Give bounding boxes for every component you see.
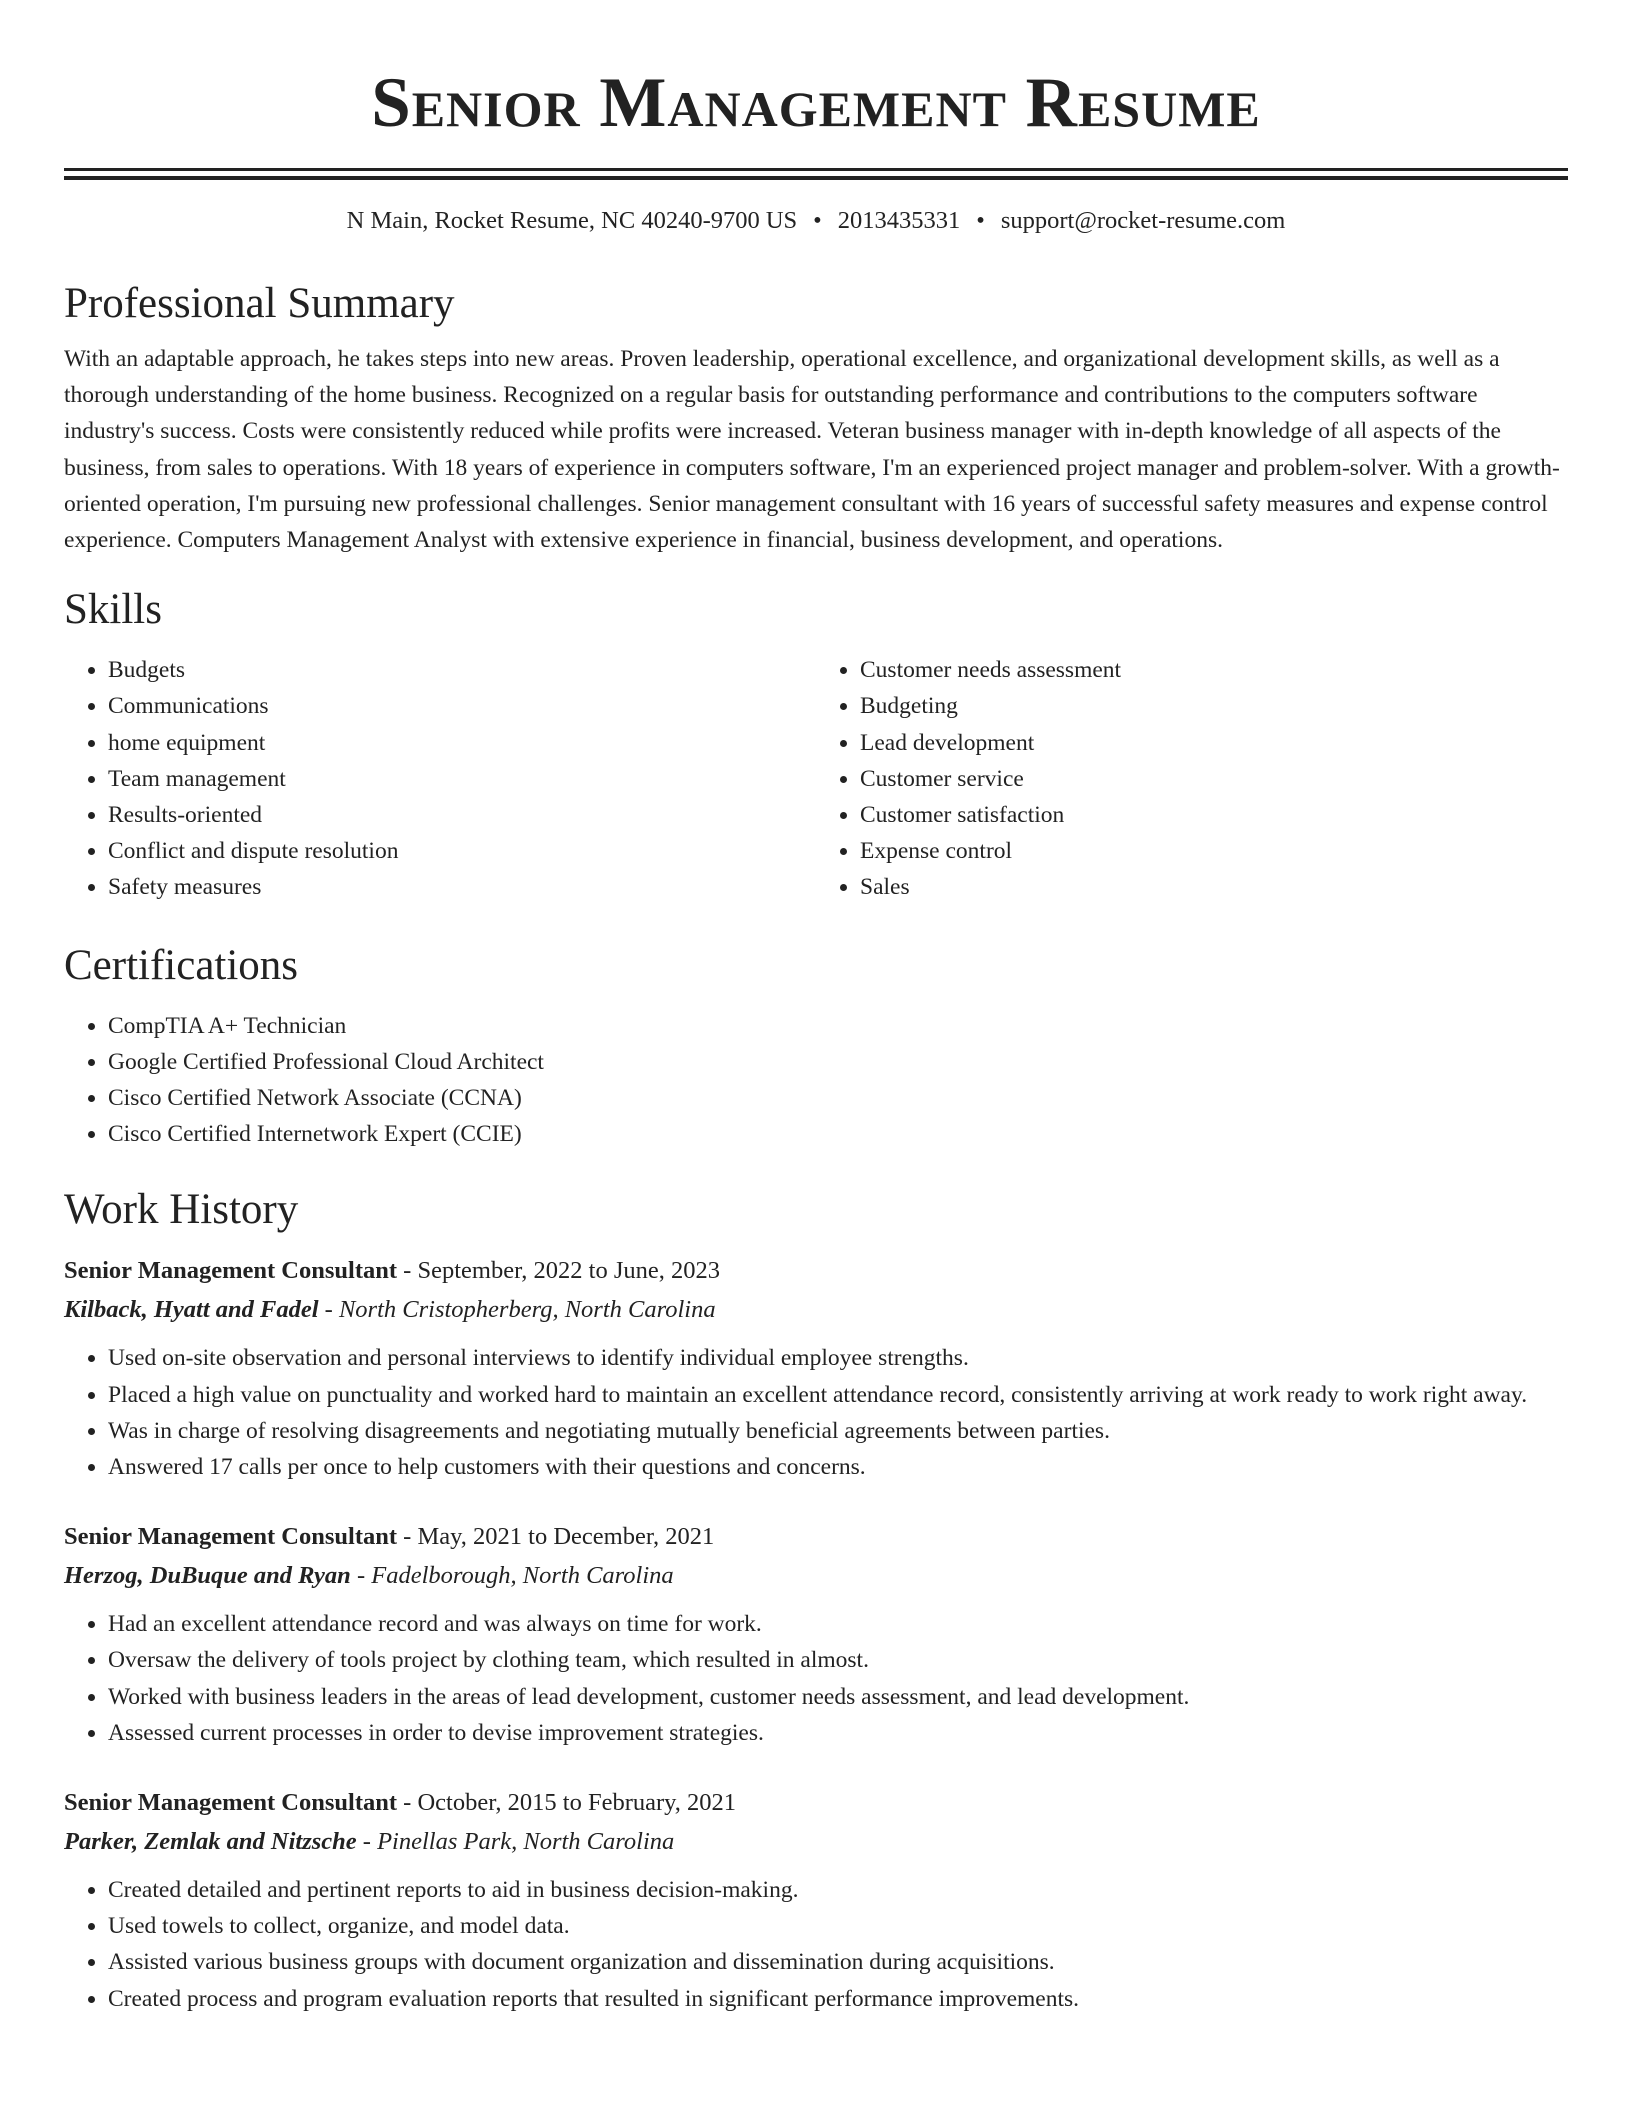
skill-item: • Communications	[108, 688, 816, 724]
skill-item: • Expense control	[860, 833, 1568, 869]
contact-separator: •	[813, 207, 822, 234]
contact-phone: 2013435331	[837, 207, 961, 234]
job-dash: -	[403, 1789, 412, 1817]
certifications-list	[64, 1008, 1568, 1153]
job-dash: -	[403, 1257, 412, 1285]
certification-item: • Google Certified Professional Cloud Architect	[108, 1044, 1568, 1080]
job-bullet: • Oversaw the delivery of tools project by clothing team, which resulted in almost.	[108, 1642, 1568, 1678]
job-location: Fadelborough, North Carolina	[371, 1562, 674, 1590]
job-bullet: • Created detailed and pertinent reports to aid in business decision-making.	[108, 1872, 1568, 1908]
skill-item: • Customer satisfaction	[860, 797, 1568, 833]
skill-item: • Team management	[108, 761, 816, 797]
job-dates: May, 2021 to December, 2021	[417, 1523, 715, 1551]
work-history-heading: Work History	[64, 1186, 299, 1234]
contact-separator: •	[976, 207, 985, 234]
contact-line	[64, 204, 1568, 238]
job-bullets	[64, 1872, 1568, 2017]
job-bullet: • Was in charge of resolving disagreements and negotiating mutually beneficial agreements between parties.	[108, 1413, 1568, 1449]
job-bullet: • Placed a high value on punctuality and worked hard to maintain an excellent attendance record, consistently arriving at work ready to work right away.	[108, 1377, 1568, 1413]
job-bullet: • Created process and program evaluation reports that resulted in significant performance improvements.	[108, 1981, 1568, 2017]
skill-item: • Budgeting	[860, 688, 1568, 724]
skill-item: • home equipment	[108, 725, 816, 761]
job-bullet: • Assessed current processes in order to devise improvement strategies.	[108, 1715, 1568, 1751]
summary-text: With an adaptable approach, he takes steps into new areas. Proven leadership, operational excellence, and organizational development skills, as well as a thorough understanding of the home business. Recognized on a regular basis for outstanding performance and contributions to the computers software industry's success. Costs were consistently reduced while profits were increased. Veteran business manager with in-depth knowledge of all aspects of the business, from sales to operations. With 18 years of experience in computers software, I'm an experienced project manager and problem-solver. With a growth-oriented operation, I'm pursuing new professional challenges. Senior management consultant with 16 years of successful safety measures and expense control experience. Computers Management Analyst with extensive experience in financial, business development, and operations.	[64, 346, 1560, 554]
skill-item: • Budgets	[108, 652, 816, 688]
contact-address: N Main, Rocket Resume, NC 40240-9700 US	[346, 207, 798, 234]
job-company: Herzog, DuBuque and Ryan	[64, 1562, 351, 1590]
job-company-line	[64, 1822, 1568, 1861]
job-entry	[64, 1517, 1568, 1751]
skill-item: • Lead development	[860, 725, 1568, 761]
job-bullets	[64, 1606, 1568, 1751]
job-title-line	[64, 1251, 1568, 1290]
job-location: Pinellas Park, North Carolina	[377, 1828, 675, 1856]
contact-email: support@rocket-resume.com	[1000, 207, 1286, 234]
skills-list-left	[64, 652, 816, 905]
skill-item: • Customer needs assessment	[860, 652, 1568, 688]
job-dates: October, 2015 to February, 2021	[417, 1789, 737, 1817]
certification-item: • Cisco Certified Internetwork Expert (CCIE)	[108, 1116, 1568, 1152]
summary-heading: Professional Summary	[64, 280, 455, 327]
skills-heading: Skills	[64, 586, 162, 634]
job-title: Senior Management Consultant	[64, 1789, 398, 1817]
job-bullet: • Answered 17 calls per once to help customers with their questions and concerns.	[108, 1449, 1568, 1485]
skill-item: • Sales	[860, 869, 1568, 905]
job-title-line	[64, 1517, 1568, 1556]
job-title: Senior Management Consultant	[64, 1257, 398, 1285]
job-dates: September, 2022 to June, 2023	[417, 1257, 720, 1285]
job-title: Senior Management Consultant	[64, 1523, 398, 1551]
resume-title: Senior Management Resume	[371, 64, 1261, 142]
job-bullet: • Had an excellent attendance record and was always on time for work.	[108, 1606, 1568, 1642]
job-bullets	[64, 1340, 1568, 1485]
job-dash: -	[362, 1828, 371, 1856]
job-title-line	[64, 1783, 1568, 1822]
job-bullet: • Used on-site observation and personal interviews to identify individual employee strengths.	[108, 1340, 1568, 1376]
skills-columns	[64, 652, 1568, 905]
job-entry	[64, 1251, 1568, 1485]
job-dash: -	[356, 1562, 366, 1590]
skill-item: • Customer service	[860, 761, 1568, 797]
job-bullet: • Used towels to collect, organize, and model data.	[108, 1908, 1568, 1944]
job-company-line	[64, 1556, 1568, 1595]
job-company: Parker, Zemlak and Nitzsche	[64, 1828, 357, 1856]
skills-list-right	[816, 652, 1568, 905]
job-bullet: • Worked with business leaders in the areas of lead development, customer needs assessment, and lead development.	[108, 1679, 1568, 1715]
job-dash: -	[324, 1296, 333, 1324]
resume-page	[64, 0, 1568, 2017]
certifications-heading: Certifications	[64, 941, 299, 989]
job-location: North Cristopherberg, North Carolina	[338, 1296, 716, 1324]
certification-item: • Cisco Certified Network Associate (CCNA)	[108, 1080, 1568, 1116]
title-divider	[64, 168, 1568, 180]
job-dash: -	[403, 1523, 412, 1551]
skill-item: • Safety measures	[108, 869, 816, 905]
job-entry	[64, 1783, 1568, 2017]
skill-item: • Conflict and dispute resolution	[108, 833, 816, 869]
job-bullet: • Assisted various business groups with document organization and dissemination during acquisitions.	[108, 1944, 1568, 1980]
skill-item: • Results-oriented	[108, 797, 816, 833]
job-company: Kilback, Hyatt and Fadel	[64, 1296, 319, 1324]
certification-item: • CompTIA A+ Technician	[108, 1008, 1568, 1044]
job-company-line	[64, 1290, 1568, 1329]
